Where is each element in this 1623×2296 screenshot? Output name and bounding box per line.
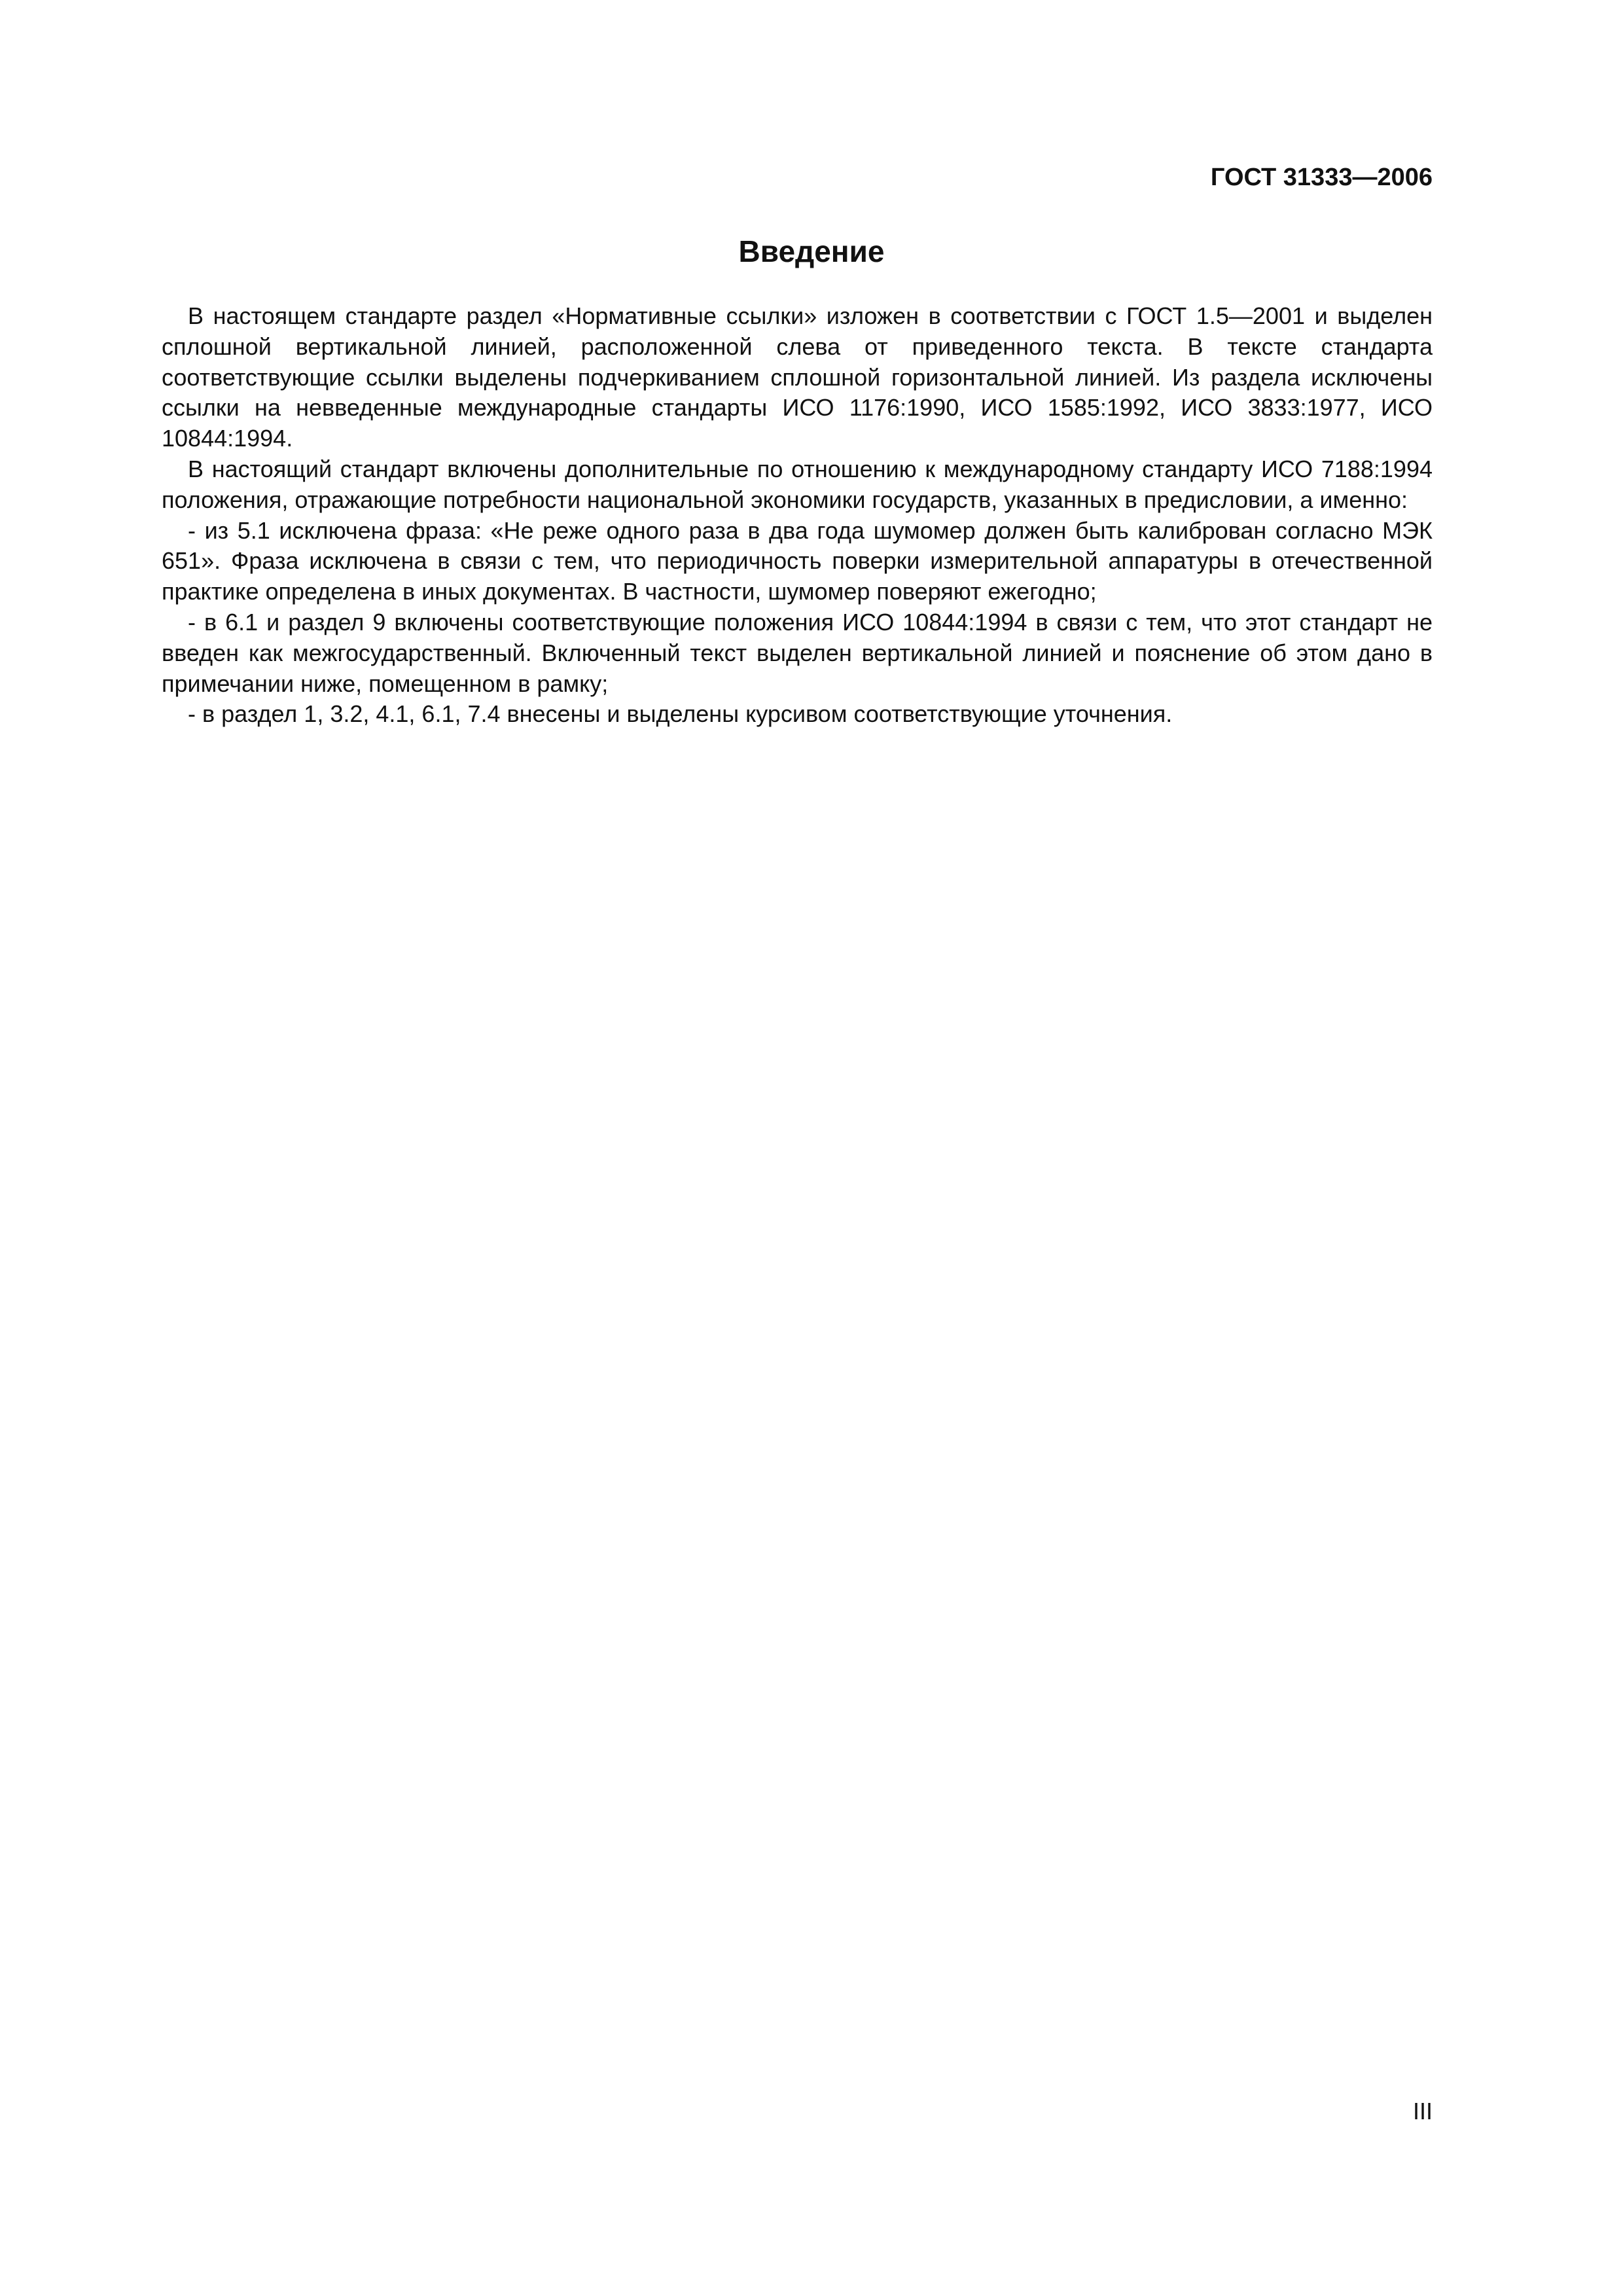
- paragraph: В настоящий стандарт включены дополнительные по отношению к международному стандарту ИСО 7188:1994 положения, отражающие потребности национальной экономики государств, указанных в предисловии, а именно:: [162, 455, 1433, 513]
- introduction-body: [162, 301, 1433, 730]
- page-number: III: [1412, 2098, 1433, 2125]
- section-title: Введение: [738, 234, 885, 268]
- document-code: ГОСТ 31333—2006: [1210, 164, 1433, 191]
- list-item: - из 5.1 исключена фраза: «Не реже одного раза в два года шумомер должен быть калиброван согласно МЭК 651». Фраза исключена в связи с тем, что периодичность поверки измерительной аппаратуры в отечественной практике определена в иных документах. В частности, шумомер поверяют ежегодно;: [162, 516, 1433, 605]
- list-item: - в раздел 1, 3.2, 4.1, 6.1, 7.4 внесены и выделены курсивом соответствующие уточнения.: [188, 700, 1173, 728]
- paragraph: В настоящем стандарте раздел «Нормативные ссылки» изложен в соответствии с ГОСТ 1.5—2001 и выделен сплошной вертикальной линией, расположенной слева от приведенного текста. В тексте стандарта соответствующие ссылки выделены подчеркиванием сплошной горизонтальной линией. Из раздела исключены ссылки на невведенные международные стандарты ИСО 1176:1990, ИСО 1585:1992, ИСО 3833:1977, ИСО 10844:1994.: [162, 302, 1433, 452]
- list-item: - в 6.1 и раздел 9 включены соответствующие положения ИСО 10844:1994 в связи с тем, что этот стандарт не введен как межгосударственный. Включенный текст выделен вертикальной линией и пояснение об этом дано в примечании ниже, помещенном в рамку;: [162, 608, 1433, 697]
